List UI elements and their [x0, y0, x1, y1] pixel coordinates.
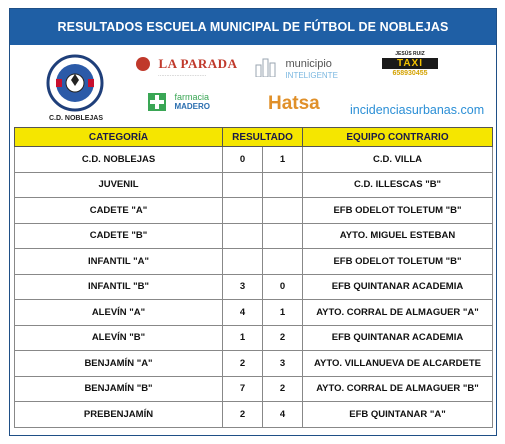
category-cell: BENJAMÍN "B" — [15, 376, 223, 402]
category-cell: BENJAMÍN "A" — [15, 351, 223, 377]
score-home-cell — [223, 249, 263, 275]
table-row — [15, 274, 493, 300]
la-parada-logo: LA PARADA ····························· — [136, 55, 237, 79]
score-away-cell — [263, 198, 303, 224]
opponent-cell: AYTO. MIGUEL ESTEBAN — [303, 223, 493, 249]
score-home-cell: 2 — [223, 351, 263, 377]
municipio-inteligente-logo: municipio INTELIGENTE — [255, 57, 338, 82]
score-home-cell: 0 — [223, 147, 263, 173]
score-home-cell: 2 — [223, 402, 263, 428]
score-home-cell — [223, 172, 263, 198]
opponent-cell: AYTO. CORRAL DE ALMAGUER "A" — [303, 300, 493, 326]
sponsor-logos — [10, 45, 496, 133]
table-row — [15, 249, 493, 275]
header-equipo: EQUIPO CONTRARIO — [303, 128, 493, 147]
score-home-cell: 3 — [223, 274, 263, 300]
table-row — [15, 300, 493, 326]
results-table — [14, 127, 493, 428]
city-skyline-icon — [255, 57, 281, 82]
table-row — [15, 172, 493, 198]
pharmacy-cross-icon — [148, 93, 166, 111]
opponent-cell: EFB QUINTANAR ACADEMIA — [303, 274, 493, 300]
table-row — [15, 351, 493, 377]
score-away-cell: 4 — [263, 402, 303, 428]
score-home-cell — [223, 198, 263, 224]
category-cell: PREBENJAMÍN — [15, 402, 223, 428]
score-away-cell — [263, 223, 303, 249]
opponent-cell: EFB QUINTANAR "A" — [303, 402, 493, 428]
opponent-cell: C.D. VILLA — [303, 147, 493, 173]
table-row — [15, 376, 493, 402]
opponent-cell: EFB ODELOT TOLETUM "B" — [303, 249, 493, 275]
score-away-cell: 2 — [263, 325, 303, 351]
score-home-cell: 4 — [223, 300, 263, 326]
opponent-cell: C.D. ILLESCAS "B" — [303, 172, 493, 198]
score-home-cell: 1 — [223, 325, 263, 351]
category-cell: JUVENIL — [15, 172, 223, 198]
table-row — [15, 147, 493, 173]
table-header-row — [15, 128, 493, 147]
table-row — [15, 198, 493, 224]
header-resultado: RESULTADO — [223, 128, 303, 147]
score-away-cell: 0 — [263, 274, 303, 300]
score-away-cell — [263, 172, 303, 198]
opponent-cell: AYTO. VILLANUEVA DE ALCARDETE — [303, 351, 493, 377]
score-away-cell — [263, 249, 303, 275]
category-cell: INFANTIL "B" — [15, 274, 223, 300]
category-cell: ALEVÍN "B" — [15, 325, 223, 351]
table-row — [15, 223, 493, 249]
table-row — [15, 402, 493, 428]
opponent-cell: AYTO. CORRAL DE ALMAGUER "B" — [303, 376, 493, 402]
score-home-cell: 7 — [223, 376, 263, 402]
incidencias-urbanas-logo: incidenciasurbanas.com — [350, 103, 485, 117]
hatsa-logo: Hatsa — [268, 93, 320, 114]
header-categoria: CATEGORÍA — [15, 128, 223, 147]
table-row — [15, 325, 493, 351]
taxi-logo: JESÚS RUIZ TAXI 658930455 — [376, 51, 444, 77]
farmacia-madero-logo: farmacia MADERO — [148, 93, 210, 111]
score-away-cell: 1 — [263, 300, 303, 326]
opponent-cell: EFB QUINTANAR ACADEMIA — [303, 325, 493, 351]
category-cell: C.D. NOBLEJAS — [15, 147, 223, 173]
results-sheet — [9, 8, 497, 436]
opponent-cell: EFB ODELOT TOLETUM "B" — [303, 198, 493, 224]
score-away-cell: 1 — [263, 147, 303, 173]
category-cell: CADETE "A" — [15, 198, 223, 224]
page-title: RESULTADOS ESCUELA MUNICIPAL DE FÚTBOL DE NOBLEJAS — [10, 9, 496, 45]
score-away-cell: 3 — [263, 351, 303, 377]
la-parada-icon — [136, 57, 150, 71]
score-away-cell: 2 — [263, 376, 303, 402]
score-home-cell — [223, 223, 263, 249]
club-crest-icon — [46, 53, 104, 113]
category-cell: CADETE "B" — [15, 223, 223, 249]
category-cell: ALEVÍN "A" — [15, 300, 223, 326]
club-name: C.D. NOBLEJAS — [48, 115, 104, 122]
category-cell: INFANTIL "A" — [15, 249, 223, 275]
